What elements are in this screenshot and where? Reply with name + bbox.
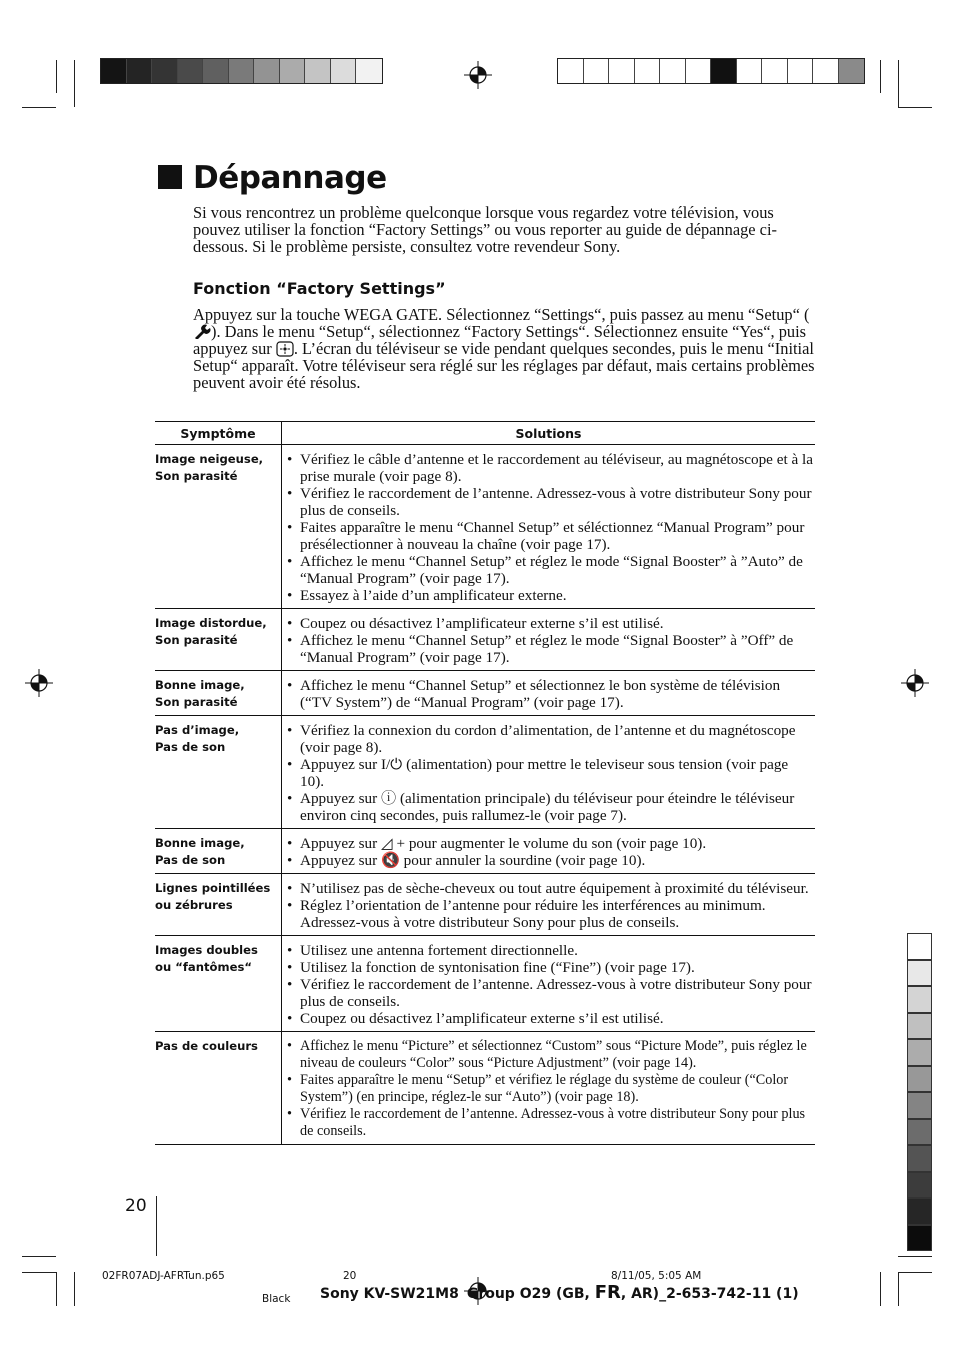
color-swatch [152,59,178,83]
crop-mark [898,1272,932,1273]
solution-item: • Appuyez sur ⓘ (alimentation principale) du téléviseur pour éteindre le téléviseur environ cinq secondes, puis rallumez-le (voir page 7). [300,790,815,824]
symptom-cell [155,829,282,874]
color-swatch [280,59,306,83]
color-calibration-strip-left [100,58,383,84]
gray-swatch [907,1066,932,1093]
gray-swatch [907,933,932,960]
symptom-label: Pas d’image, Pas de son [155,723,240,754]
solutions-cell [282,936,816,1032]
solution-item: • Affichez le menu “Picture” et sélectionnez “Custom” sous “Picture Mode”, puis réglez le niveau de couleurs “Color” sous “Picture Adjustment” (voir page 14). [300,1038,815,1072]
gray-swatch [907,1119,932,1146]
intro-paragraph: Si vous rencontrez un problème quelconque lorsque vous regardez votre télévision, vous pouvez utiliser la fonction “Factory Settings” ou vous reporter au guide de dépannage ci-dessous. Si le problème persiste, consultez votre revendeur Sony. [193,203,777,256]
solution-item: • Réglez l’orientation de l’antenne pour réduire les interférences au minimum. Adressez-vous à votre distributeur Sony pour plus de conseils. [300,897,815,931]
solution-item: • Vérifiez le raccordement de l’antenne. Adressez-vous à votre distributeur Sony pour plus de conseils. [300,485,815,519]
gray-swatch [907,1092,932,1119]
color-swatch [686,59,712,83]
symptom-label: Lignes pointillées ou zébrures [155,881,271,912]
solutions-cell [282,671,816,716]
solutions-list [282,671,815,715]
gray-swatch [907,1225,932,1252]
footer-color-label: Black [262,1293,291,1305]
symptom-cell [155,609,282,671]
crop-mark [22,107,56,108]
crop-mark [56,1272,57,1306]
solution-item: • Vérifiez le câble d’antenne et le raccordement au téléviseur, au magnétoscope et à la prise murale (voir page 8). [300,451,815,485]
symptom-cell [155,671,282,716]
color-swatch [813,59,839,83]
solution-item: • Essayez à l’aide d’un amplificateur externe. [300,587,815,604]
color-swatch [229,59,255,83]
registration-mark-icon [464,61,492,89]
crop-mark [74,1272,75,1306]
solutions-cell [282,1032,816,1145]
column-header-symptom: Symptôme [155,422,282,445]
symptom-label: Bonne image, Son parasité [155,678,245,709]
solution-item: • Coupez ou désactivez l’amplificateur externe s’il est utilisé. [300,615,815,632]
symptom-cell [155,716,282,829]
solutions-cell [282,716,816,829]
table-row [155,716,815,829]
solutions-cell [282,874,816,936]
enter-button-icon [276,341,294,357]
solution-item: • Faites apparaître le menu “Setup” et vérifiez le réglage du système de couleur (“Color System”) (en principe, réglez-le sur “Auto”) (voir page 18). [300,1072,815,1106]
gray-swatch [907,1145,932,1172]
solutions-cell [282,829,816,874]
solution-item: • Utilisez une antenna fortement directionnelle. [300,942,815,959]
footer-model-line: Sony KV-SW21M8 Group O29 (GB, FR, AR)_2-653-742-11 (1) [320,1282,799,1303]
color-swatch [331,59,357,83]
column-header-solutions: Solutions [282,422,816,445]
footer-file-name: 02FR07ADJ-AFRTun.p65 [102,1270,225,1282]
solution-item: • Vérifiez le raccordement de l’antenne. Adressez-vous à votre distributeur Sony pour plus de conseils. [300,1106,815,1140]
color-swatch [762,59,788,83]
color-swatch [127,59,153,83]
solution-item: • Utilisez la fonction de syntonisation fine (“Fine”) (voir page 17). [300,959,815,976]
registration-mark-icon [901,669,929,697]
table-row [155,874,815,936]
crop-mark [898,1256,932,1257]
color-swatch [737,59,763,83]
gray-swatch [907,960,932,987]
symptom-cell [155,1032,282,1145]
symptom-cell [155,936,282,1032]
symptom-cell [155,874,282,936]
crop-mark [880,60,881,93]
factory-settings-paragraph: Appuyez sur la touche WEGA GATE. Sélectionnez “Settings“, puis passez au menu “Setup“ (). Dans le menu “Setup“, sélectionnez “Factory Settings“. Sélectionnez ensuite “Yes“, puis appuyez sur . L’écran du téléviseur se vide pendant quelques secondes, puis le menu “Initial Setup“ apparaît. Votre téléviseur sera réglé sur les réglages par défaut, mais certains problèmes peuvent avoir été résolus. [193,305,815,392]
solution-item: • Appuyez sur 🔇 pour annuler la sourdine (voir page 10). [300,852,815,869]
solutions-list [282,874,815,935]
table-row [155,609,815,671]
solution-item: • Affichez le menu “Channel Setup” et réglez le mode “Signal Booster” à ”Off” de “Manual Program” (voir page 17). [300,632,815,666]
solution-item: • Appuyez sur I/⏻ (alimentation) pour mettre le televiseur sous tension (voir page 10). [300,756,815,790]
gray-swatch [907,1013,932,1040]
symptom-label: Images doubles ou “fantômes“ [155,943,258,974]
color-swatch [203,59,229,83]
solution-item: • Affichez le menu “Channel Setup” et sélectionnez le bon système de télévision (“TV System”) de “Manual Program” (voir page 17). [300,677,815,711]
wrench-icon [193,323,211,339]
solutions-list [282,609,815,670]
gray-swatch [907,1172,932,1199]
page-title: Dépannage [193,160,387,196]
color-swatch [356,59,382,83]
symptom-label: Image distordue, Son parasité [155,616,267,647]
solutions-cell [282,445,816,609]
solution-item: • N’utilisez pas de sèche-cheveux ou tout autre équipement à proximité du téléviseur. [300,880,815,897]
solutions-list [282,445,815,608]
page-number-rule [156,1196,157,1256]
factory-settings-heading: Fonction “Factory Settings” [193,279,446,298]
color-swatch [788,59,814,83]
color-swatch [635,59,661,83]
title-square-icon [158,165,182,189]
color-swatch [711,59,737,83]
color-calibration-strip-right [557,58,865,84]
crop-mark [22,1256,56,1257]
footer-date: 8/11/05, 5:05 AM [611,1270,702,1282]
color-swatch [305,59,331,83]
table-row [155,936,815,1032]
color-swatch [584,59,610,83]
solution-item: • Vérifiez la connexion du cordon d’alimentation, de l’antenne et du magnétoscope (voir page 8). [300,722,815,756]
gray-swatch [907,986,932,1013]
crop-mark [22,1272,56,1273]
troubleshooting-table [155,421,815,1145]
crop-mark [880,1272,881,1306]
gray-swatch [907,1039,932,1066]
symptom-label: Image neigeuse, Son parasité [155,452,264,483]
table-row [155,445,815,609]
crop-mark [898,107,932,108]
color-swatch [558,59,584,83]
solution-item: • Faites apparaître le menu “Channel Setup” et séléctionnez “Manual Program” pour présélectionner à nouveau la chaîne (voir page 17). [300,519,815,553]
crop-mark [74,60,75,107]
crop-mark [898,60,899,107]
solutions-list [282,936,815,1031]
color-swatch [254,59,280,83]
gray-swatch [907,1198,932,1225]
solutions-cell [282,609,816,671]
color-swatch [609,59,635,83]
color-swatch [101,59,127,83]
table-row [155,1032,815,1145]
side-grayscale-tab [907,933,932,1251]
solution-item: • Appuyez sur ◿ + pour augmenter le volume du son (voir page 10). [300,835,815,852]
crop-mark [56,60,57,93]
solutions-list [282,829,815,873]
symptom-label: Pas de couleurs [155,1039,258,1053]
crop-mark [898,1272,899,1306]
solution-item: • Coupez ou désactivez l’amplificateur externe s’il est utilisé. [300,1010,815,1027]
solution-item: • Vérifiez le raccordement de l’antenne. Adressez-vous à votre distributeur Sony pour plus de conseils. [300,976,815,1010]
color-swatch [660,59,686,83]
table-row [155,829,815,874]
color-swatch [839,59,865,83]
table-header-row [155,422,815,445]
solutions-list [282,1032,815,1144]
symptom-label: Bonne image, Pas de son [155,836,245,867]
registration-mark-icon [25,669,53,697]
footer-file-page: 20 [343,1270,357,1282]
solutions-list [282,716,815,828]
table-row [155,671,815,716]
symptom-cell [155,445,282,609]
color-swatch [178,59,204,83]
page-number: 20 [125,1196,147,1216]
solution-item: • Affichez le menu “Channel Setup” et réglez le mode “Signal Booster” à ”Auto” de “Manual Program” (voir page 17). [300,553,815,587]
